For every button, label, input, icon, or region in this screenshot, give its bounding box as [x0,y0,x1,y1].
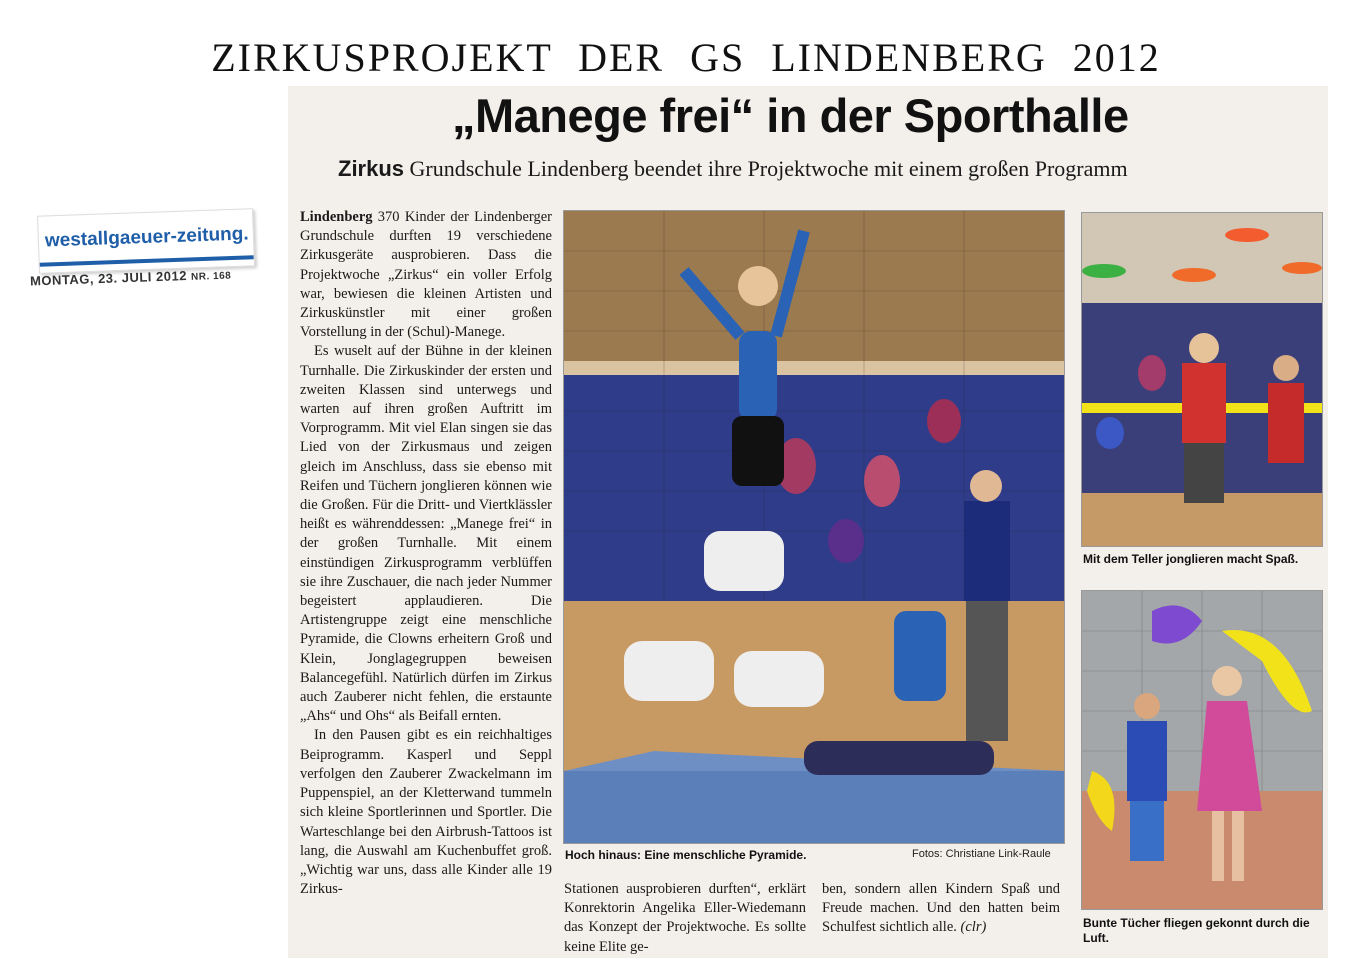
pyramid-photo-caption: Hoch hinaus: Eine menschliche Pyramide. [565,848,807,862]
author-initials: (clr) [960,919,987,936]
column-2-text: Stationen ausprobieren durften“, erklärt Konrektorin Angelika Eller-Wiedemann das Konzept der Projektwoche. Es sollte keine Elite ge- [564,881,806,955]
scarf-photo-caption: Bunte Tücher fliegen gekonnt durch die Luft. [1083,916,1310,945]
column-3-body: ben, sondern allen Kindern Spaß und Freude machen. Und den hatten beim Schulfest sichtlich alle. [822,881,1060,936]
newspaper-logo-text: westallgaeuer-zeitung. [44,223,249,252]
page-title: ZIRKUSPROJEKT DER GS LINDENBERG 2012 [211,35,1161,80]
column-3-text [822,880,1060,938]
lead-place: Lindenberg [300,209,373,225]
lead-text: 370 Kinder der Lindenberger Grundschule durften 19 verschiedene Zirkusgeräte ausprobieren. Dass die Projektwoche „Zirkus“ ein voller Erfolg war, bewiesen die kleinen Artisten und Zirkuskünstler mit einer großen Vorstellung in der (Schul)-Manege. [300,209,552,341]
pyramid-photo [563,210,1065,844]
scarf-juggling-illustration [1082,591,1322,909]
lead-paragraph [300,208,552,342]
plate-juggling-photo [1081,212,1323,547]
article-column-3 [822,880,1060,938]
article-headline: „Manege frei“ in der Sporthalle [452,89,1129,142]
issue-date: MONTAG, 23. JULI 2012 [29,268,188,289]
article-column-2 [564,880,806,957]
plate-photo-caption: Mit dem Teller jonglieren macht Spaß. [1083,552,1299,566]
scarf-juggling-photo [1081,590,1323,910]
paragraph-3: In den Pausen gibt es ein reichhaltiges Beiprogramm. Kasperl und Seppl verfolgen den Zauberer Zwackelmann im Puppenspiel, an der Kletterwand tummeln sich kleine Sportlerinnen und Sportler. Die Warteschlange bei den Airbrush-Tattoos ist lang, die Auswahl am Kuchenbuffet groß. „Wichtig war uns, dass alle Kinder alle 19 Zirkus- [300,727,552,898]
newspaper-logo [37,208,255,274]
paragraph-2: Es wuselt auf der Bühne in der kleinen Turnhalle. Die Zirkuskinder der ersten und zweiten Klassen sind unterwegs und warten auf ihren großen Auftritt im Vorprogramm. Mit viel Elan singen sie das Lied von der Zirkusmaus und zeigen gleich im Anschluss, dass sie ebenso mit Reifen und Tüchern jonglieren können wie die Großen. Für die Dritt- und Viertklässler heißt es währenddessen: „Manege frei“ in der großen Turnhalle. Mit einem einstündigen Zirkusprogramm verblüffen sie ihre Zuschauer, die nach jeder Nummer begeistert applaudieren. Die Artistengruppe zeigt eine menschliche Pyramide, die Clowns erheitern Groß und Klein, Jonglagegruppen beweisen Balancegefühl. Natürlich dürfen im Zirkus auch Zauberer nicht fehlen, die erstaunte „Ahs“ und Ohs“ als Beifall ernten. [300,343,552,725]
issue-number: NR. 168 [190,270,232,283]
logo-underline [40,255,254,266]
plate-juggling-illustration [1082,213,1322,546]
photo-credit: Fotos: Christiane Link-Raule [912,848,1051,860]
article-subhead-text: Grundschule Lindenberg beendet ihre Projektwoche mit einem großen Programm [409,156,1128,181]
article-kicker: Zirkus [338,156,405,181]
pyramid-photo-illustration [564,211,1064,843]
article-column-1 [300,208,552,899]
article-subhead [338,156,1128,182]
